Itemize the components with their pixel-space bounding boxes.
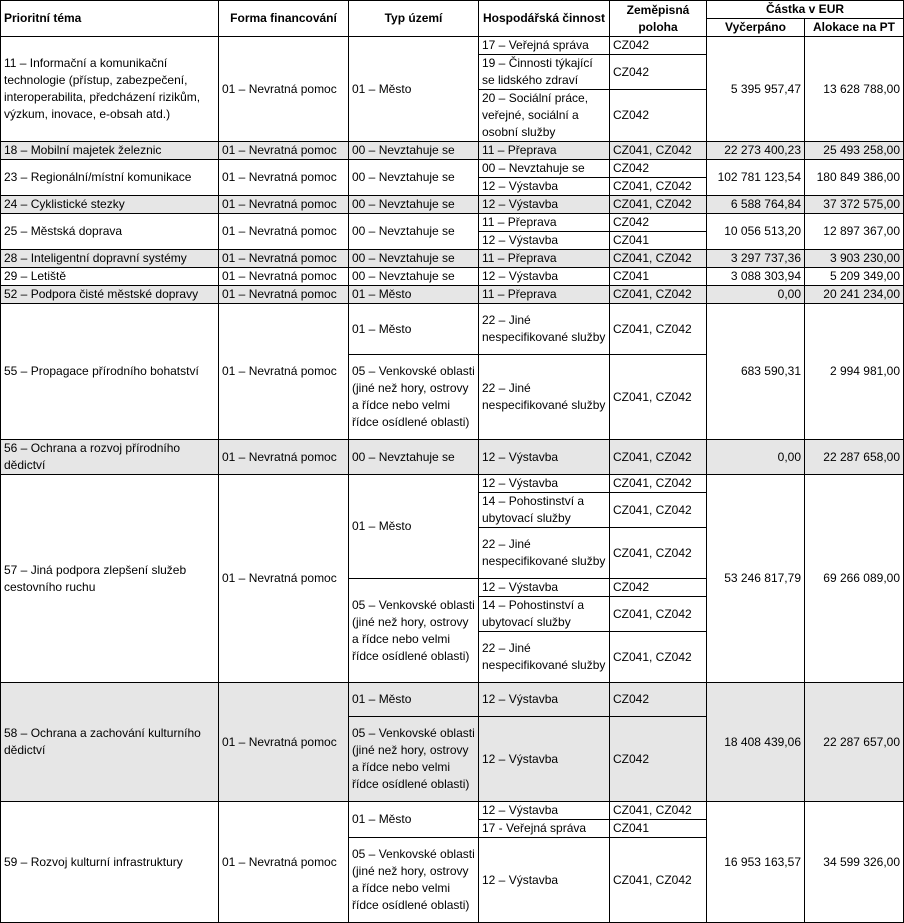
cell-finance: 01 – Nevratná pomoc: [219, 142, 349, 160]
cell-activity: 22 – Jiné nespecifikované služby: [479, 632, 610, 683]
cell-location: CZ041, CZ042: [610, 304, 707, 355]
cell-activity: 12 – Výstavba: [479, 475, 610, 493]
header-allocation: Alokace na PT: [805, 19, 904, 37]
cell-territory: 01 – Město: [349, 475, 479, 579]
cell-activity: 12 – Výstavba: [479, 232, 610, 250]
cell-drawn: 0,00: [707, 440, 805, 475]
cell-location: CZ042: [610, 160, 707, 178]
header-territory: Typ území: [349, 1, 479, 37]
cell-drawn: 10 056 513,20: [707, 214, 805, 250]
cell-territory: 01 – Město: [349, 683, 479, 717]
cell-finance: 01 – Nevratná pomoc: [219, 268, 349, 286]
cell-location: CZ041, CZ042: [610, 250, 707, 268]
cell-activity: 22 – Jiné nespecifikované služby: [479, 355, 610, 440]
cell-location: CZ042: [610, 90, 707, 142]
cell-allocation: 22 287 658,00: [805, 440, 904, 475]
cell-location: CZ041, CZ042: [610, 196, 707, 214]
cell-location: CZ041, CZ042: [610, 528, 707, 579]
cell-territory: 00 – Nevztahuje se: [349, 268, 479, 286]
header-theme: Prioritní téma: [1, 1, 219, 37]
cell-drawn: 16 953 163,57: [707, 802, 805, 923]
cell-territory: 05 – Venkovské oblasti (jiné než hory, ostrovy a řídce nebo velmi řídce osídlené oblasti): [349, 838, 479, 923]
cell-territory: 00 – Nevztahuje se: [349, 142, 479, 160]
cell-location: CZ041, CZ042: [610, 142, 707, 160]
cell-allocation: 69 266 089,00: [805, 475, 904, 683]
cell-drawn: 6 588 764,84: [707, 196, 805, 214]
cell-theme: 58 – Ochrana a zachování kulturního dědictví: [1, 683, 219, 802]
cell-activity: 00 – Nevztahuje se: [479, 160, 610, 178]
cell-activity: 12 – Výstavba: [479, 268, 610, 286]
cell-allocation: 22 287 657,00: [805, 683, 904, 802]
cell-finance: 01 – Nevratná pomoc: [219, 37, 349, 142]
cell-allocation: 3 903 230,00: [805, 250, 904, 268]
header-location: Zeměpisná poloha: [610, 1, 707, 37]
cell-activity: 20 – Sociální práce, veřejné, sociální a osobní služby: [479, 90, 610, 142]
header-amount: Částka v EUR: [707, 1, 904, 19]
cell-location: CZ042: [610, 717, 707, 802]
cell-territory: 01 – Město: [349, 802, 479, 838]
cell-territory: 00 – Nevztahuje se: [349, 214, 479, 250]
cell-theme: 18 – Mobilní majetek železnic: [1, 142, 219, 160]
cell-allocation: 37 372 575,00: [805, 196, 904, 214]
cell-drawn: 3 088 303,94: [707, 268, 805, 286]
cell-theme: 24 – Cyklistické stezky: [1, 196, 219, 214]
cell-theme: 56 – Ochrana a rozvoj přírodního dědictví: [1, 440, 219, 475]
cell-territory: 01 – Město: [349, 37, 479, 142]
cell-activity: 12 – Výstavba: [479, 178, 610, 196]
cell-theme: 57 – Jiná podpora zlepšení služeb cestovního ruchu: [1, 475, 219, 683]
cell-activity: 14 – Pohostinství a ubytovací služby: [479, 597, 610, 632]
cell-allocation: 12 897 367,00: [805, 214, 904, 250]
cell-territory: 05 – Venkovské oblasti (jiné než hory, ostrovy a řídce nebo velmi řídce osídlené oblasti): [349, 355, 479, 440]
cell-location: CZ042: [610, 214, 707, 232]
cell-drawn: 3 297 737,36: [707, 250, 805, 268]
cell-allocation: 25 493 258,00: [805, 142, 904, 160]
cell-activity: 11 – Přeprava: [479, 286, 610, 304]
cell-activity: 12 – Výstavba: [479, 838, 610, 923]
cell-activity: 22 – Jiné nespecifikované služby: [479, 528, 610, 579]
cell-theme: 52 – Podpora čisté městské dopravy: [1, 286, 219, 304]
cell-drawn: 18 408 439,06: [707, 683, 805, 802]
cell-activity: 12 – Výstavba: [479, 802, 610, 820]
cell-activity: 12 – Výstavba: [479, 683, 610, 717]
cell-finance: 01 – Nevratná pomoc: [219, 196, 349, 214]
cell-territory: 01 – Město: [349, 304, 479, 355]
cell-finance: 01 – Nevratná pomoc: [219, 683, 349, 802]
cell-location: CZ041, CZ042: [610, 838, 707, 923]
cell-activity: 17 – Veřejná správa: [479, 37, 610, 55]
cell-theme: 25 – Městská doprava: [1, 214, 219, 250]
header-finance: Forma financování: [219, 1, 349, 37]
cell-drawn: 22 273 400,23: [707, 142, 805, 160]
cell-theme: 28 – Inteligentní dopravní systémy: [1, 250, 219, 268]
cell-drawn: 5 395 957,47: [707, 37, 805, 142]
cell-location: CZ041, CZ042: [610, 475, 707, 493]
cell-finance: 01 – Nevratná pomoc: [219, 802, 349, 923]
cell-location: CZ042: [610, 579, 707, 597]
cell-territory: 05 – Venkovské oblasti (jiné než hory, ostrovy a řídce nebo velmi řídce osídlené oblasti): [349, 717, 479, 802]
cell-location: CZ041: [610, 820, 707, 838]
cell-location: CZ041, CZ042: [610, 178, 707, 196]
cell-location: CZ041, CZ042: [610, 440, 707, 475]
cell-location: CZ041, CZ042: [610, 493, 707, 528]
cell-theme: 59 – Rozvoj kulturní infrastruktury: [1, 802, 219, 923]
cell-location: CZ042: [610, 683, 707, 717]
cell-allocation: 13 628 788,00: [805, 37, 904, 142]
cell-activity: 12 – Výstavba: [479, 440, 610, 475]
cell-finance: 01 – Nevratná pomoc: [219, 286, 349, 304]
cell-theme: 55 – Propagace přírodního bohatství: [1, 304, 219, 440]
cell-activity: 14 – Pohostinství a ubytovací služby: [479, 493, 610, 528]
cell-finance: 01 – Nevratná pomoc: [219, 304, 349, 440]
cell-allocation: 20 241 234,00: [805, 286, 904, 304]
cell-territory: 00 – Nevztahuje se: [349, 440, 479, 475]
cell-activity: 22 – Jiné nespecifikované služby: [479, 304, 610, 355]
cell-territory: 00 – Nevztahuje se: [349, 160, 479, 196]
cell-theme: 23 – Regionální/místní komunikace: [1, 160, 219, 196]
cell-location: CZ042: [610, 55, 707, 90]
cell-activity: 11 – Přeprava: [479, 250, 610, 268]
cell-drawn: 683 590,31: [707, 304, 805, 440]
cell-territory: 01 – Město: [349, 286, 479, 304]
cell-finance: 01 – Nevratná pomoc: [219, 160, 349, 196]
cell-activity: 12 – Výstavba: [479, 196, 610, 214]
cell-location: CZ041, CZ042: [610, 632, 707, 683]
cell-activity: 17 - Veřejná správa: [479, 820, 610, 838]
cell-location: CZ041, CZ042: [610, 286, 707, 304]
cell-allocation: 2 994 981,00: [805, 304, 904, 440]
cell-activity: 11 – Přeprava: [479, 214, 610, 232]
cell-finance: 01 – Nevratná pomoc: [219, 214, 349, 250]
cell-finance: 01 – Nevratná pomoc: [219, 440, 349, 475]
cell-location: CZ042: [610, 37, 707, 55]
cell-activity: 19 – Činnosti týkající se lidského zdraví: [479, 55, 610, 90]
cell-activity: 12 – Výstavba: [479, 717, 610, 802]
cell-location: CZ041, CZ042: [610, 802, 707, 820]
cell-drawn: 53 246 817,79: [707, 475, 805, 683]
cell-theme: 29 – Letiště: [1, 268, 219, 286]
cell-drawn: 0,00: [707, 286, 805, 304]
cell-territory: 00 – Nevztahuje se: [349, 250, 479, 268]
cell-location: CZ041: [610, 268, 707, 286]
cell-activity: 11 – Přeprava: [479, 142, 610, 160]
cell-drawn: 102 781 123,54: [707, 160, 805, 196]
cell-activity: 12 – Výstavba: [479, 579, 610, 597]
cell-theme: 11 – Informační a komunikační technologie (přístup, zabezpečení, interoperabilita, předcházení rizikům, výzkum, inovace, e-obsah atd.): [1, 37, 219, 142]
cell-allocation: 5 209 349,00: [805, 268, 904, 286]
cell-allocation: 180 849 386,00: [805, 160, 904, 196]
cell-location: CZ041, CZ042: [610, 355, 707, 440]
cell-allocation: 34 599 326,00: [805, 802, 904, 923]
header-drawn: Vyčerpáno: [707, 19, 805, 37]
cell-location: CZ041, CZ042: [610, 597, 707, 632]
cell-territory: 05 – Venkovské oblasti (jiné než hory, ostrovy a řídce nebo velmi řídce osídlené oblasti): [349, 579, 479, 683]
header-activity: Hospodářská činnost: [479, 1, 610, 37]
cell-location: CZ041: [610, 232, 707, 250]
cell-finance: 01 – Nevratná pomoc: [219, 475, 349, 683]
cell-territory: 00 – Nevztahuje se: [349, 196, 479, 214]
cell-finance: 01 – Nevratná pomoc: [219, 250, 349, 268]
